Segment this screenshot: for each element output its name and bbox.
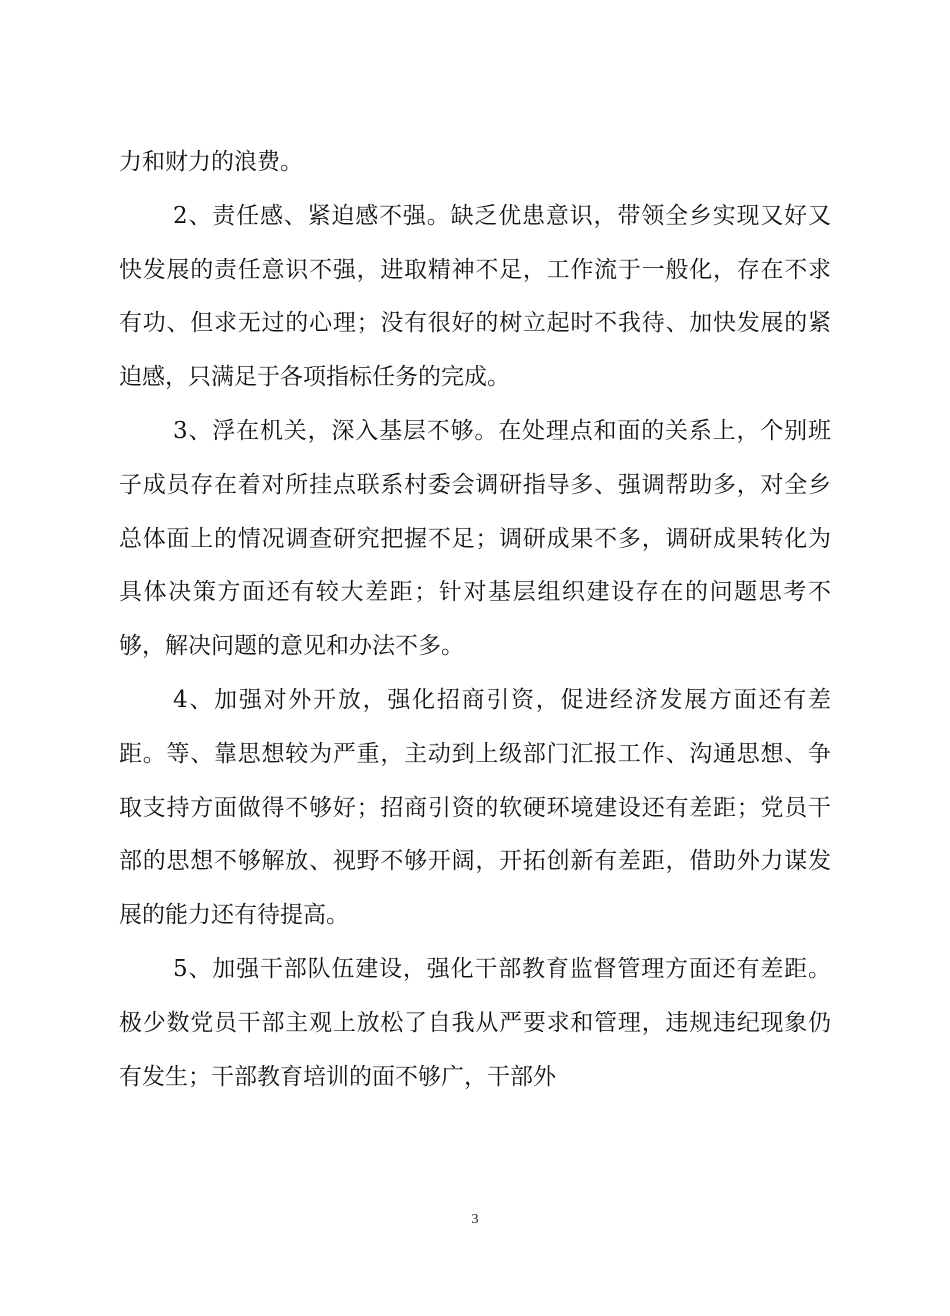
paragraph-item-5: 5、加强干部队伍建设，强化干部教育监督管理方面还有差距。极少数党员干部主观上放松了自我从严要求和管理，违规违纪现象仍有发生；干部教育培训的面不够广，干部外: [119, 955, 831, 1090]
page-number: 3: [471, 1212, 479, 1227]
paragraph-item-2: 2、责任感、紧迫感不强。缺乏优患意识，带领全乡实现又好又快发展的责任意识不强，进取精神不足，工作流于一般化，存在不求有功、但求无过的心理；没有很好的树立起时不我待、加快发展的紧迫感，只满足于各项指标任务的完成。: [119, 202, 831, 391]
paragraph-item-4: 4、加强对外开放，强化招商引资，促进经济发展方面还有差距。等、靠思想较为严重，主动到上级部门汇报工作、沟通思想、争取支持方面做得不够好；招商引资的软硬环境建设还有差距；党员干部的思想不够解放、视野不够开阔，开拓创新有差距，借助外力谋发展的能力还有待提高。: [119, 686, 831, 929]
paragraph-item-3: 3、浮在机关，深入基层不够。在处理点和面的关系上，个别班子成员存在着对所挂点联系村委会调研指导多、强调帮助多，对全乡总体面上的情况调查研究把握不足；调研成果不多，调研成果转化为具体决策方面还有较大差距；针对基层组织建设存在的问题思考不够，解决问题的意见和办法不多。: [119, 417, 831, 660]
paragraph-continuation: 力和财力的浪费。: [119, 149, 303, 175]
body-text: [119, 136, 831, 1104]
